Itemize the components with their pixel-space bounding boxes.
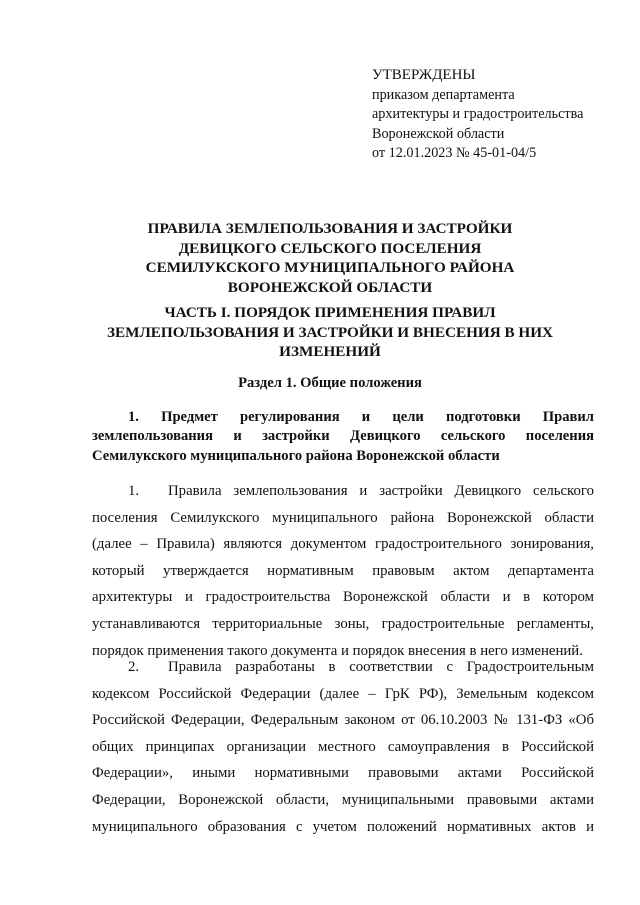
- paragraph-line: Федерации, Воронежской области, муниципальными правовыми актами: [92, 791, 594, 808]
- paragraph-line: общих принципах организации местного самоуправления в Российской: [92, 738, 594, 755]
- part-heading: [96, 303, 564, 362]
- approval-line: от 12.01.2023 № 45-01-04/5: [372, 145, 537, 161]
- paragraph-line: Федерации», иными нормативными правовыми актами Российской: [92, 765, 594, 782]
- approval-stamp: [372, 66, 583, 164]
- article-heading-line: Семилукского муниципального района Воронежской области: [92, 447, 500, 464]
- paragraph-line: устанавливаются территориальные зоны, градостроительные регламенты,: [92, 615, 594, 632]
- part-heading-line: ЧАСТЬ I. ПОРЯДОК ПРИМЕНЕНИЯ ПРАВИЛ: [164, 304, 496, 321]
- paragraph-1: [92, 478, 594, 664]
- paragraph-number: 1.: [128, 483, 140, 499]
- article-heading: [92, 408, 594, 466]
- paragraph-line: который утверждается нормативным правовым актом департамента: [92, 562, 594, 579]
- approval-line: приказом департамента: [372, 86, 515, 103]
- paragraph-line: (далее – Правила) являются документом градостроительного зонирования,: [92, 536, 594, 553]
- approval-line: Воронежской области: [372, 125, 505, 142]
- paragraph-number: 2.: [128, 659, 140, 675]
- title-line: СЕМИЛУКСКОГО МУНИЦИПАЛЬНОГО РАЙОНА: [145, 259, 515, 277]
- paragraph-line: Правила разработаны в соответствии с Градостроительным: [168, 659, 594, 675]
- paragraph-line: муниципального образования с учетом положений нормативных актов и: [92, 818, 594, 835]
- part-heading-line: ИЗМЕНЕНИЙ: [279, 343, 381, 361]
- title-line: ДЕВИЦКОГО СЕЛЬСКОГО ПОСЕЛЕНИЯ: [178, 239, 482, 257]
- article-heading-line: 1. Предмет регулирования и цели подготовки Правил: [128, 409, 594, 425]
- part-heading-line: ЗЕМЛЕПОЛЬЗОВАНИЯ И ЗАСТРОЙКИ И ВНЕСЕНИЯ В НИХ: [106, 323, 553, 341]
- paragraph-line: поселения Семилукского муниципального района Воронежской области: [92, 509, 594, 526]
- paragraph-2: [92, 654, 594, 840]
- paragraph-line: кодексом Российской Федерации (далее – ГрК РФ), Земельным кодексом: [92, 685, 594, 702]
- title-line: ВОРОНЕЖСКОЙ ОБЛАСТИ: [227, 278, 433, 296]
- title-line: ПРАВИЛА ЗЕМЛЕПОЛЬЗОВАНИЯ И ЗАСТРОЙКИ: [147, 220, 513, 237]
- approval-heading: УТВЕРЖДЕНЫ: [372, 67, 476, 83]
- article-heading-line: землепользования и застройки Девицкого сельского поселения: [92, 428, 594, 445]
- paragraph-line: порядок применения такого документа и порядок внесения в него изменений.: [92, 642, 583, 659]
- section-heading: Раздел 1. Общие положения: [238, 375, 422, 391]
- document-title: [100, 219, 560, 297]
- paragraph-line: Правила землепользования и застройки Девицкого сельского: [168, 483, 594, 499]
- paragraph-line: архитектуры и градостроительства Воронежской области и в котором: [92, 589, 594, 606]
- paragraph-line: Российской Федерации, Федеральным законом от 06.10.2003 № 131-ФЗ «Об: [92, 712, 594, 729]
- approval-line: архитектуры и градостроительства: [372, 106, 584, 122]
